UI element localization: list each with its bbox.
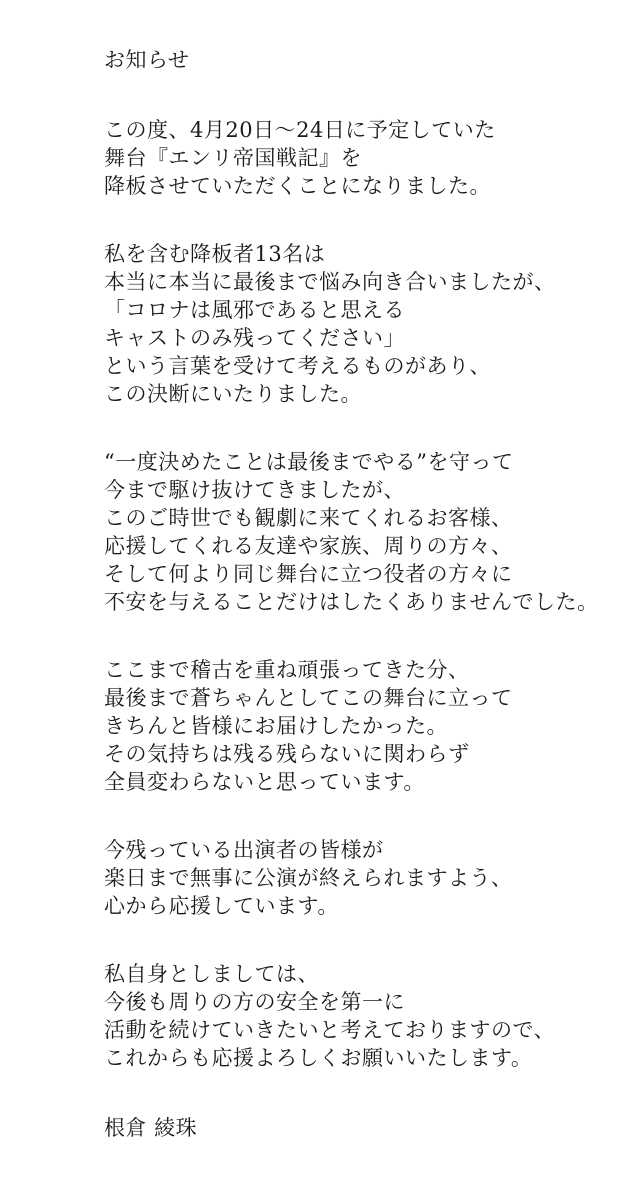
text-line: きちんと皆様にお届けしたかった。 xyxy=(104,714,448,738)
paragraph-announcement xyxy=(104,116,624,200)
text-line: 今残っている出演者の皆様が xyxy=(104,838,384,862)
text-line: 応援してくれる友達や家族、周りの方々、 xyxy=(104,534,513,558)
text-line: 活動を続けていきたいと考えておりますので、 xyxy=(104,1018,556,1042)
paragraph-concern xyxy=(104,448,624,616)
text-line: これからも応援よろしくお願いいたします。 xyxy=(104,1046,533,1070)
text-line: この決断にいたりました。 xyxy=(104,382,362,406)
text-line: 心から応援しています。 xyxy=(104,894,339,918)
text-line: その気持ちは残る残らないに関わらず xyxy=(104,742,470,766)
text-line: 舞台『エンリ帝国戦記』を xyxy=(104,146,362,170)
text-line: 今後も周りの方の安全を第一に xyxy=(104,990,405,1014)
text-line: “一度決めたことは最後までやる”を守って xyxy=(104,450,514,474)
notice-document xyxy=(104,44,624,1144)
notice-title: お知らせ xyxy=(104,48,190,72)
author-signature: 根倉 綾珠 xyxy=(104,1116,198,1140)
text-line: 降板させていただくことになりました。 xyxy=(104,174,491,198)
text-line: 私を含む降板者13名は xyxy=(104,242,326,266)
text-line: この度、4月20日〜24日に予定していた xyxy=(104,118,496,142)
text-line: 私自身としましては、 xyxy=(104,962,319,986)
text-line: 最後まで蒼ちゃんとしてこの舞台に立って xyxy=(104,686,513,710)
paragraph-support xyxy=(104,836,624,920)
text-line: 今まで駆け抜けてきましたが、 xyxy=(104,478,405,502)
text-line: ここまで稽古を重ね頑張ってきた分、 xyxy=(104,658,470,682)
text-line: キャストのみ残ってください」 xyxy=(104,326,405,350)
text-line: 「コロナは風邪であると思える xyxy=(104,298,405,322)
text-line: そして何より同じ舞台に立つ役者の方々に xyxy=(104,562,513,586)
paragraph-future xyxy=(104,960,624,1072)
text-line: 不安を与えることだけはしたくありませんでした。 xyxy=(104,590,599,614)
text-line: 楽日まで無事に公演が終えられますよう、 xyxy=(104,866,513,890)
paragraph-reason xyxy=(104,240,624,408)
text-line: という言葉を受けて考えるものがあり、 xyxy=(104,354,491,378)
text-line: 本当に本当に最後まで悩み向き合いましたが、 xyxy=(104,270,556,294)
text-line: このご時世でも観劇に来てくれるお客様、 xyxy=(104,506,513,530)
text-line: 全員変わらないと思っています。 xyxy=(104,770,425,794)
paragraph-feelings xyxy=(104,656,624,796)
